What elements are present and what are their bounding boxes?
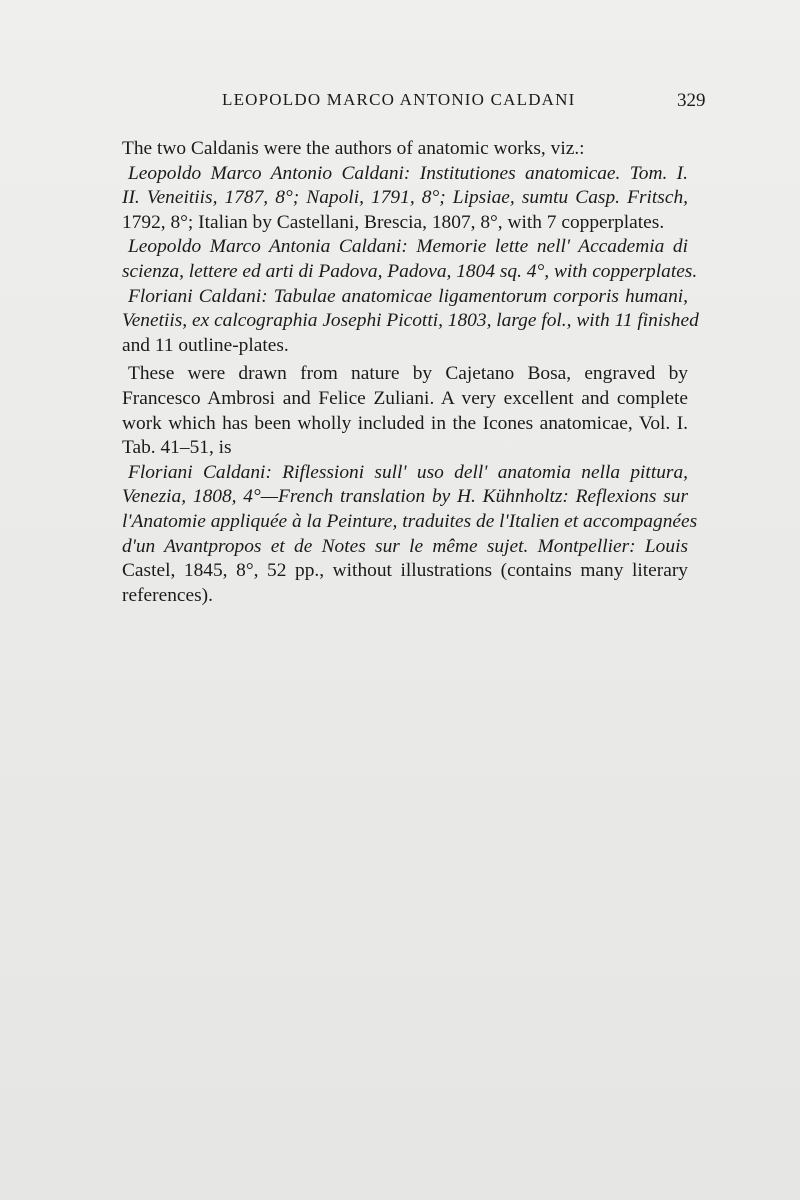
citation-text: Venetiis, ex calcographia Josephi Picotti, 1803, large fol., with 11 finished: [122, 310, 699, 332]
text-line: Tab. 41–51, is: [122, 437, 232, 459]
text-line: [122, 260, 698, 285]
text-line: and 11 outline-plates.: [122, 334, 289, 356]
page-header: [0, 90, 800, 116]
text-line: 1792, 8°; Italian by Castellani, Brescia, 1807, 8°, with 7 copperplates.: [122, 211, 665, 233]
text-line: [122, 510, 698, 535]
running-head: LEOPOLDO MARCO ANTONIO CALDANI: [222, 90, 576, 109]
text-line: Francesco Ambrosi and Felice Zuliani. A very excellent and complete: [122, 387, 688, 409]
citation-author: Leopoldo Marco Antonia Caldani: Memorie lette nell' Accademia di: [128, 236, 688, 258]
citation-author: Floriani Caldani: Riflessioni sull' uso dell' anatomia nella pittura,: [128, 461, 688, 483]
page-number: 329: [677, 90, 706, 111]
citation-author: Floriani Caldani: Tabulae anatomicae ligamentorum corporis humani,: [128, 285, 688, 307]
text-line: [122, 186, 688, 211]
text-line: The two Caldanis were the authors of anatomic works, viz.:: [122, 138, 585, 159]
text-line: [122, 235, 688, 260]
show-through-texture: [120, 600, 720, 1100]
text-line: [122, 162, 688, 187]
citation-text: Venezia, 1808, 4°—French translation by H. Kühnholtz: Reflexions sur: [122, 486, 688, 508]
citation-text: scienza, lettere ed arti di Padova, Padova, 1804 sq. 4°, with copperplates.: [122, 260, 698, 282]
text-line: [122, 535, 688, 560]
text-line: These were drawn from nature by Cajetano Bosa, engraved by: [128, 363, 688, 385]
citation-text: II. Veneitiis, 1787, 8°; Napoli, 1791, 8°; Lipsiae, sumtu Casp. Fritsch,: [122, 187, 688, 209]
body-text: [122, 137, 699, 608]
text-line: [122, 285, 688, 310]
text-line: [122, 461, 688, 486]
text-line: references).: [122, 584, 213, 606]
citation-author: Leopoldo Marco Antonio Caldani: Institutiones anatomicae. Tom. I.: [128, 162, 688, 184]
citation-text: d'un Avantpropos et de Notes sur le même sujet. Montpellier: Louis: [122, 535, 688, 557]
text-line: work which has been wholly included in the Icones anatomicae, Vol. I.: [122, 412, 688, 434]
text-line: [122, 309, 699, 334]
citation-text: l'Anatomie appliquée à la Peinture, traduites de l'Italien et accompagnées: [122, 510, 698, 532]
text-line: [122, 485, 688, 510]
text-line: Castel, 1845, 8°, 52 pp., without illustrations (contains many literary: [122, 560, 688, 582]
